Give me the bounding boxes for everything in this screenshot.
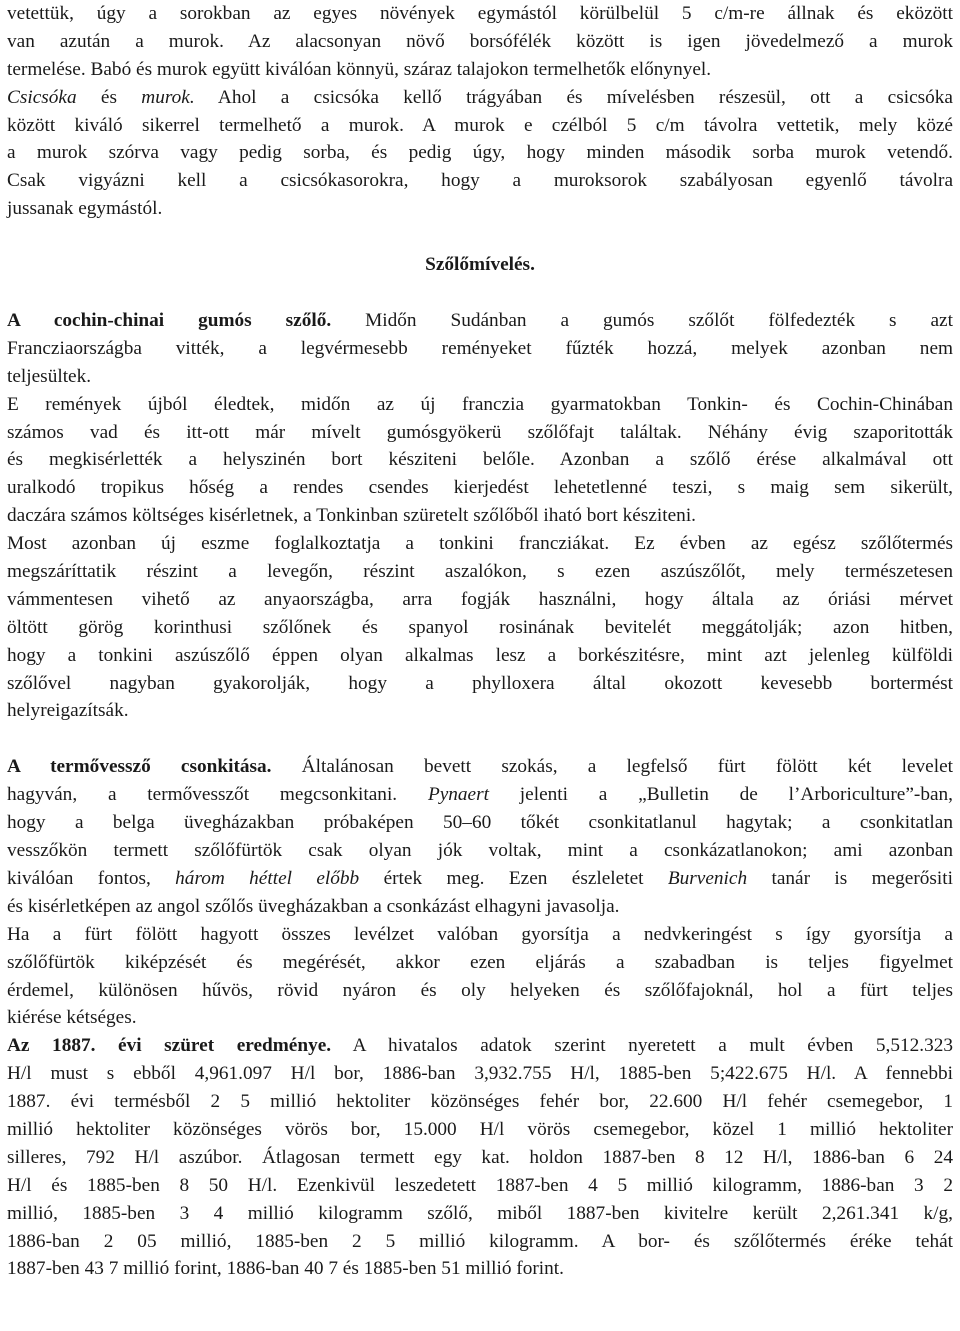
text-line: daczára számos költséges kisérletnek, a Tonkinban szüretelt szőlőből iható bort késziteni.: [7, 505, 696, 527]
text-line: Most azonban új eszme foglalkoztatja a tonkini francziákat. Ez évben az egész szőlőtermés: [7, 533, 953, 555]
text-line: és kisérletképen az angol szőlős üvegházakban a csonkázást elhagyni javasolja.: [7, 895, 620, 917]
text-line: számos vad és itt-ott már mívelt gumósgyökerü szőlőfajt találtak. Néhány évig szaporitották: [7, 421, 953, 443]
paragraph-title: Az 1887. évi szüret eredménye.: [7, 1035, 332, 1057]
text-line: uralkodó tropikus hőség a rendes csendes kierjedést lehetetlenné teszi, s maig sem sikerült,: [7, 477, 953, 499]
text-line: [7, 781, 953, 809]
text-line: van azután a murok. Az alacsonyan növő borsófélék között is igen jövedelmező a murok: [7, 30, 953, 52]
text-line: a murok szórva vagy pedig sorba, és pedig úgy, hogy minden második sorba murok vetendő.: [7, 142, 953, 164]
text-run: Ahol a csicsóka kellő trágyában és mívelésben részesül, ott a csicsóka: [194, 86, 953, 108]
spacer: [7, 725, 953, 753]
text-line: és megkisérlették a helyszinén bort késziteni belőle. Azonban a szőlő érése alkalmával ott: [7, 449, 953, 471]
text-line: vetettük, úgy a sorokban az egyes növények egymástól körülbelül 5 c/m-re állnak és eközött: [7, 3, 953, 24]
text-line: megszáríttatik részint a levegőn, részint aszalókon, s ezen aszúszőlőt, mely természetesen: [7, 561, 953, 583]
text-line: [7, 865, 953, 893]
italic-name: Burvenich: [667, 867, 748, 889]
text-line: szőlőfürtök kiképzését és megérését, akkor ezen eljárás a szabadban is teljes figyelmet: [7, 951, 953, 973]
text-line: 1887. évi termésből 2 5 millió hektoliter közönséges fehér bor, 22.600 H/l fehér csemegebor, 1: [7, 1091, 953, 1113]
text-line: termelése. Babó és murok együtt kiválóan könnyü, száraz talajokon termelhetők előnynyel.: [7, 58, 712, 80]
text-run: hagyván, a termővesszőt megcsonkitani.: [7, 784, 428, 806]
text-line: E remények újból éledtek, midőn az új franczia gyarmatokban Tonkin- és Cochin-Chinában: [7, 393, 953, 415]
text-run: A hivatalos adatok szerint nyeretett a mult évben 5,512.323: [331, 1035, 953, 1057]
text-line: millió, 1885-ben 3 4 millió kilogramm szőlő, miből 1887-ben kivitelre került 2,261.341 k/g,: [7, 1202, 953, 1224]
paragraph-title: A termővessző csonkitása.: [7, 756, 272, 778]
text-run: Általánosan bevett szokás, a legfelső fürt fölött két levelet: [271, 756, 953, 778]
text-line: Csak vigyázni kell a csicsókasorokra, hogy a muroksorok szabályosan egyenlő távolra: [7, 170, 953, 192]
italic-term: murok.: [141, 86, 195, 108]
text-line: 1886-ban 2 05 millió, 1885-ben 2 5 millió kilogramm. A bor- és szőlőtermés éréke tehát: [7, 1230, 953, 1252]
italic-phrase: három héttel előbb: [175, 867, 360, 889]
text-line: teljesültek.: [7, 365, 92, 387]
spacer: [7, 279, 953, 307]
section-heading: Szőlőmívelés.: [425, 254, 535, 276]
text-line: jussanak egymástól.: [7, 198, 163, 220]
text-run: értek meg. Ezen észleletet: [359, 867, 668, 889]
paragraph-title: A cochin-chinai gumós szőlő.: [7, 310, 332, 332]
text-line: [7, 753, 953, 781]
text-line: [7, 1032, 953, 1060]
text-line: silleres, 792 H/l aszúbor. Átlagosan termett egy kat. holdon 1887-ben 8 12 H/l, 1886-ban 6 24: [7, 1146, 953, 1168]
text-line: Francziaországba vitték, a legvérmesebb reményeket fűzték hozzá, melyek azonban nem: [7, 337, 953, 359]
text-run: jelenti a „Bulletin de l’Arboriculture”-ban,: [488, 784, 953, 806]
text-line: hogy a belga üvegházakban próbaképen 50–60 tőkét csonkitatlanul hagytak; a csonkitatlan: [7, 812, 953, 834]
text-line: [7, 307, 953, 335]
text-line: vesszőkön termett szőlőfürtök csak olyan jók voltak, mint a csonkázatlanokon; ami azonban: [7, 840, 953, 862]
text-line: szőlővel nagyban gyakorolják, hogy a phylloxera által okozott kevesebb bortermést: [7, 672, 953, 694]
text-run: tanár is megerősiti: [747, 867, 953, 889]
text-run: Midőn Sudánban a gumós szőlőt fölfedezték s azt: [331, 310, 953, 332]
text-line: helyreigazítsák.: [7, 700, 129, 722]
italic-term: Csicsóka: [7, 86, 77, 108]
text-run: és: [76, 86, 142, 108]
text-line: 1887-ben 43 7 millió forint, 1886-ban 40 7 és 1885-ben 51 millió forint.: [7, 1258, 564, 1280]
text-line: Ha a fürt fölött hagyott összes levélzet valóban gyorsítja a nedvkeringést s így gyorsítja a: [7, 923, 953, 945]
text-line: érdemel, különösen hűvös, rövid nyáron és oly helyeken és szőlőfajoknál, hol a fürt teljes: [7, 979, 953, 1001]
text-run: kiválóan fontos,: [7, 867, 176, 889]
text-line: [7, 84, 953, 112]
italic-name: Pynaert: [427, 784, 489, 806]
text-line: kiérése kétséges.: [7, 1007, 137, 1029]
text-line: hogy a tonkini aszúszőlő éppen olyan alkalmas lesz a borkészitésre, mint azt jelenleg külföldi: [7, 644, 953, 666]
text-line: között kiváló sikerrel termelhető a murok. A murok e czélból 5 c/m távolra vettetik, mely közé: [7, 114, 953, 136]
text-line: H/l és 1885-ben 8 50 H/l. Ezenkivül leszedetett 1887-ben 4 5 millió kilogramm, 1886-ban 3 2: [7, 1174, 953, 1196]
text-line: millió hektoliter közönséges vörös bor, 15.000 H/l vörös csemegebor, közel 1 millió hektoliter: [7, 1118, 953, 1140]
text-line: vámmentesen vihető az anyaországba, arra fogják használni, hogy általa az óriási mérvet: [7, 588, 953, 610]
spacer: [7, 223, 953, 251]
text-line: öltött görög korinthusi szőlőnek és spanyol rosinának bevitelét meggátolják; azon hitben,: [7, 616, 953, 638]
text-line: H/l must s ebből 4,961.097 H/l bor, 1886-ban 3,932.755 H/l, 1885-ben 5;422.675 H/l. A fennebbi: [7, 1063, 953, 1085]
